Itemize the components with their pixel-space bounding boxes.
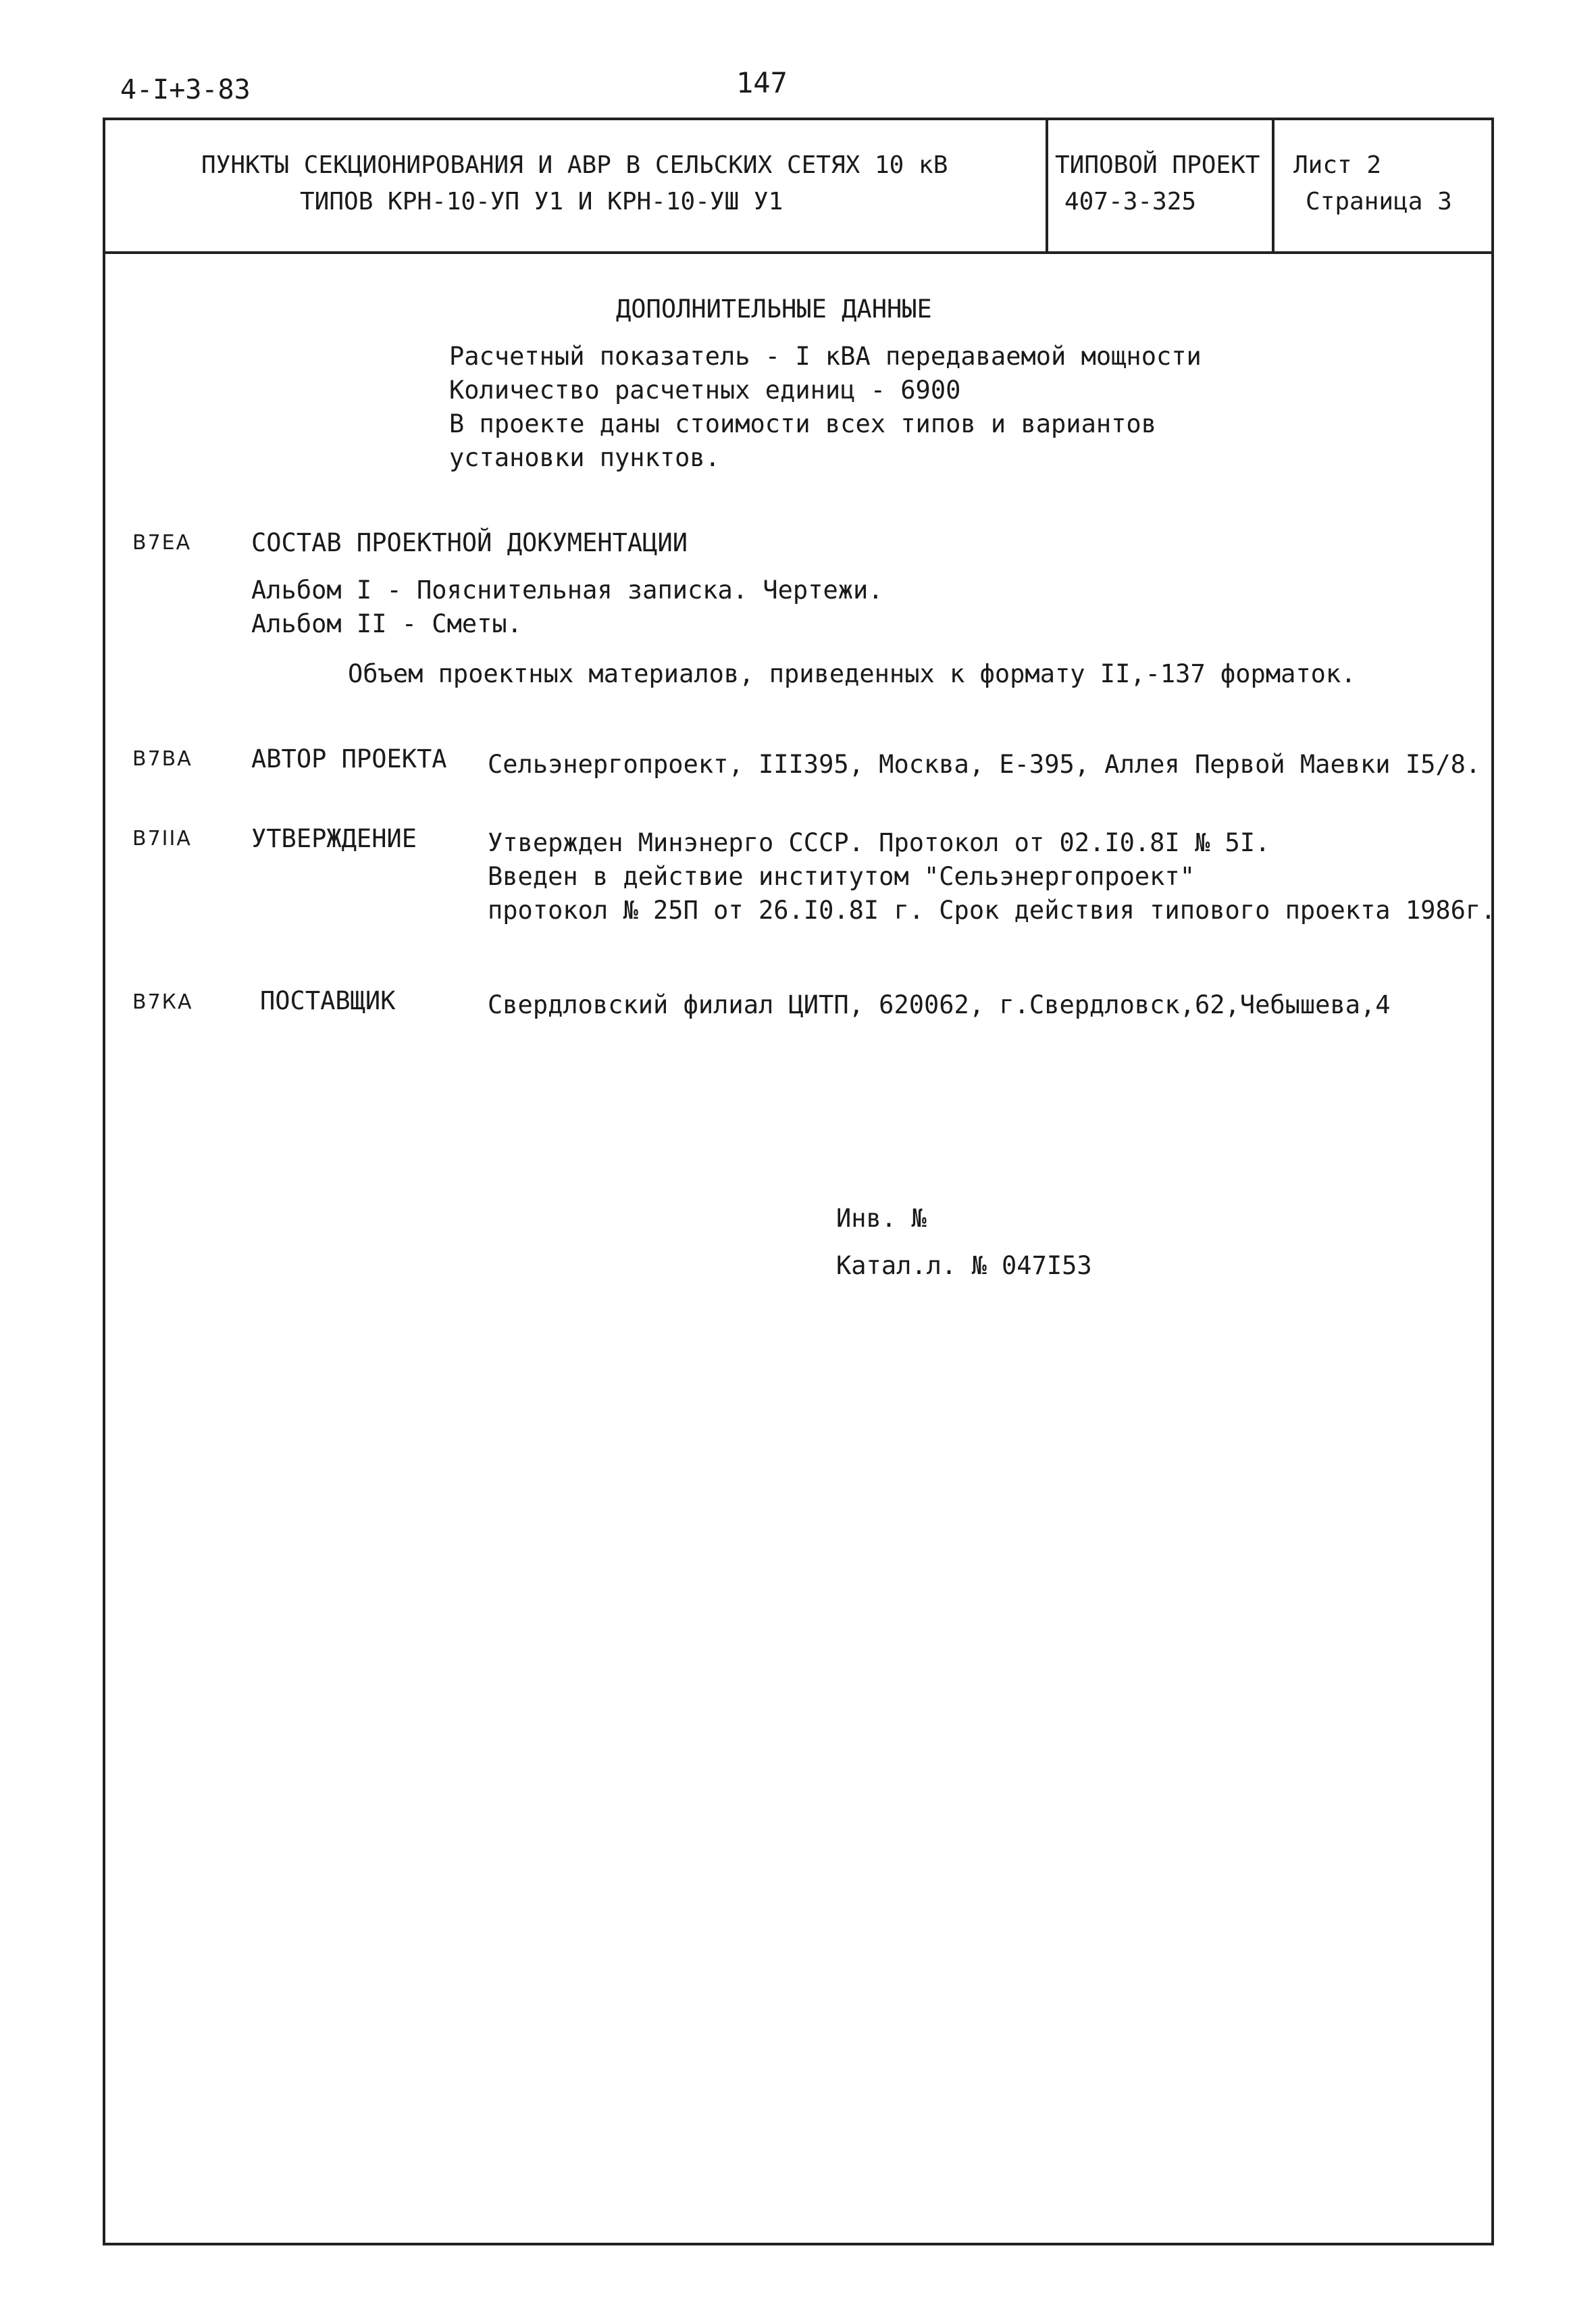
title-cell xyxy=(105,120,1048,251)
additional-line-4: установки пунктов. xyxy=(449,443,720,472)
author-label: АВТОР ПРОЕКТА xyxy=(251,744,447,773)
composition-album-1: Альбом I - Пояснительная записка. Чертежи. xyxy=(251,576,883,605)
project-cell xyxy=(1048,120,1275,251)
additional-line-2: Количество расчетных единиц - 6900 xyxy=(449,376,961,405)
author-code: В7ВА xyxy=(132,747,192,771)
approval-code: В7IIА xyxy=(132,827,192,850)
project-number: 407-3-325 xyxy=(1064,188,1197,215)
approval-line-2: Введен в действие институтом "Сельэнергопроект" xyxy=(488,862,1195,891)
page-number: 147 xyxy=(736,66,788,99)
author-value: Сельэнергопроект, III395, Москва, Е-395, Аллея Первой Маевки I5/8. xyxy=(488,750,1481,779)
document-code: 4-I+3-83 xyxy=(120,74,251,105)
supplier-label: ПОСТАВЩИК xyxy=(260,986,396,1015)
supplier-value: Свердловский филиал ЦИТП, 620062, г.Свердловск,62,Чебышева,4 xyxy=(488,990,1391,1019)
approval-line-3: протокол № 25П от 26.I0.8I г. Срок действия типового проекта 1986г. xyxy=(488,896,1496,925)
supplier-code: В7КА xyxy=(132,990,193,1014)
additional-line-1: Расчетный показатель - I кВА передаваемой мощности xyxy=(449,342,1202,371)
project-label: ТИПОВОЙ ПРОЕКТ xyxy=(1055,151,1260,179)
additional-heading: ДОПОЛНИТЕЛЬНЫЕ ДАННЫЕ xyxy=(616,295,932,324)
title-block xyxy=(105,120,1491,254)
composition-heading: СОСТАВ ПРОЕКТНОЙ ДОКУМЕНТАЦИИ xyxy=(251,528,688,557)
approval-line-1: Утвержден Минэнерго СССР. Протокол от 02.I0.8I № 5I. xyxy=(488,828,1270,857)
title-line-1: ПУНКТЫ СЕКЦИОНИРОВАНИЯ И АВР В СЕЛЬСКИХ СЕТЯХ 10 кВ xyxy=(201,151,948,179)
sheet-cell xyxy=(1275,120,1494,251)
composition-volume: Объем проектных материалов, приведенных к формату II,-137 форматок. xyxy=(348,659,1356,688)
composition-album-2: Альбом II - Сметы. xyxy=(251,609,522,638)
sheet-number: Лист 2 xyxy=(1293,151,1382,179)
title-line-2: ТИПОВ КРН-10-УП У1 И КРН-10-УШ У1 xyxy=(300,188,783,215)
inventory-number: Инв. № xyxy=(836,1204,927,1233)
approval-label: УТВЕРЖДЕНИЕ xyxy=(251,824,417,853)
composition-code: В7ЕА xyxy=(132,531,192,555)
additional-line-3: В проекте даны стоимости всех типов и вариантов xyxy=(449,409,1156,438)
page-in-sheet: Страница 3 xyxy=(1306,188,1452,215)
catalog-number: Катал.л. № 047I53 xyxy=(836,1251,1092,1280)
